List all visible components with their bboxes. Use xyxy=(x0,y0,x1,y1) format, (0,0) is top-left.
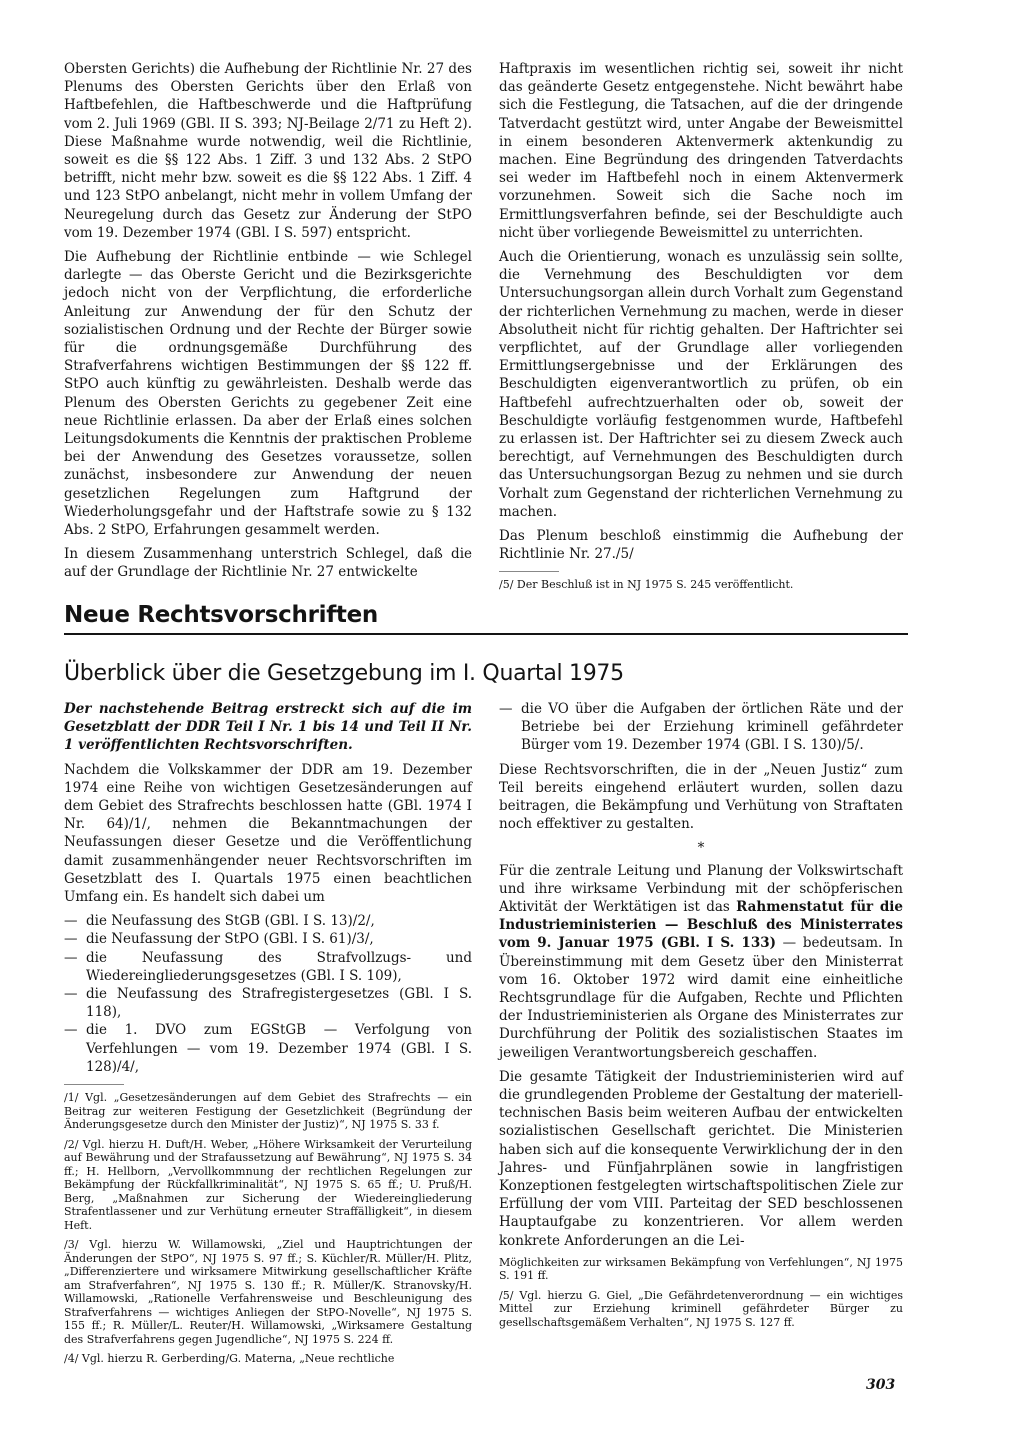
paragraph: Obersten Gerichts) die Aufhebung der Richtlinie Nr. 27 des Plenums des Obersten Gerichts über den Erlaß von Haftbefehlen, die Haftbeschwerde und die Haftprüfung vom 2. Juli 1969 (GBl. II S. 393; NJ-Beilage 2/71 zu Heft 2). Diese Maßnahme wurde notwendig, weil die Richtlinie, soweit es die §§ 122 Abs. 1 Ziff. 3 und 132 Abs. 2 StPO betrifft, nicht mehr bzw. soweit es die §§ 122 Abs. 1 Ziff. 4 und 123 StPO anbelangt, nicht mehr in vollem Umfang der Neuregelung durch das Gesetz zur Änderung der StPO vom 19. Dezember 1974 (GBl. I S. 597) entspricht. xyxy=(64,61,472,241)
text-run: — bedeutsam. In Übereinstimmung mit dem Gesetz über den Ministerrat vom 16. Oktober 1972 wird damit eine einheitliche Rechtsgrundlage für die Aufgaben, Rechte und Pflichten der Industrieministerien als Organe des Ministerrates zur Durchführung der Politik des sozialistischen Staates im jeweiligen Verantwortungsbereich geschaffen. xyxy=(499,935,903,1061)
list-item: — die Neufassung des Strafregistergesetzes (GBl. I S. 118), xyxy=(64,985,472,1021)
list-item: — die Neufassung des Strafvollzugs- und Wiedereingliederungsgesetzes (GBl. I S. 109), xyxy=(64,949,472,985)
paragraph xyxy=(499,862,903,1062)
footnote: /2/ Vgl. hierzu H. Duft/H. Weber, „Höhere Wirksamkeit der Verurteilung auf Bewährung und der Strafaussetzung auf Bewährung“, NJ 1975 S. 34 ff.; H. Hellborn, „Vervollkommnung der rechtlichen Regelungen zur Bekämpfung der Rückfallkriminalität“, NJ 1975 S. 65 ff.; U. Pruß/H. Berg, „Maßnahmen zur Sicherung der Wiedereingliederung Strafentlassener und zur Verhütung erneuter Straffälligkeit“, in diesem Heft. xyxy=(64,1137,472,1232)
footnote: /3/ Vgl. hierzu W. Willamowski, „Ziel und Hauptrichtungen der Änderungen der StPO“, NJ 1975 S. 97 ff.; S. Küchler/R. Müller/H. Plitz, „Differenziertere und wirksamere Mitwirkung gesellschaftlicher Kräfte am Strafverfahren“, NJ 1975 S. 130 ff.; R. Müller/K. Stranovsky/H. Willamowski, „Rationelle Verfahrensweise und Beschleunigung des Strafverfahrens — wichtiges Anliegen der StPO-Novelle“, NJ 1975 S. 155 ff.; R. Müller/L. Reuter/H. Willamowski, „Wirksamere Gestaltung des Strafverfahrens gegen Jugendliche“, NJ 1975 S. 224 ff. xyxy=(64,1238,472,1346)
list-item: — die Neufassung des StGB (GBl. I S. 13)/2/, xyxy=(64,912,472,930)
top-left-column xyxy=(64,60,472,588)
footnote: /4/ Vgl. hierzu R. Gerberding/G. Materna, „Neue rechtliche xyxy=(64,1352,395,1366)
article-title: Überblick über die Gesetzgebung im I. Quartal 1975 xyxy=(64,661,624,686)
footnote: /1/ Vgl. „Gesetzesänderungen auf dem Gebiet des Strafrechts — ein Beitrag zur weiteren Festigung der Gesetzlichkeit (Begründung der Änderungsgesetze durch den Minister der Justiz)“, NJ 1975 S. 33 f. xyxy=(64,1091,472,1132)
footnote: /5/ Der Beschluß ist in NJ 1975 S. 245 veröffentlicht. xyxy=(499,578,794,592)
paragraph: Haftpraxis im wesentlichen richtig sei, soweit ihr nicht das geänderte Gesetz entgegenstehe. Nicht bewährt habe sich die Festlegung, die Tatsachen, auf die der dringende Tatverdacht gestützt wird, unter Angabe der Beweismittel in einem besonderen Aktenvermerk aktenkundig zu machen. Eine Begründung des dringenden Tatverdachts sei weder im Haftbefehl noch in einem Aktenvermerk vorzunehmen. Soweit sich die Sache noch im Ermittlungsverfahren befinde, sei der Beschuldigte auch nicht über vorliegende Beweismittel zu unterrichten. xyxy=(499,61,903,241)
list-item: — die Neufassung der StPO (GBl. I S. 61)/3/, xyxy=(64,930,472,948)
paragraph: Auch die Orientierung, wonach es unzulässig sein sollte, die Vernehmung des Beschuldigten vor dem Untersuchungsorgan allein durch Vorhalt zum Gegenstand der richterlichen Vernehmung zu machen, werde in dieser Absolutheit nicht für richtig gehalten. Der Haftrichter sei verpflichtet, auf der Grundlage aller vorliegenden Ermittlungsergebnisse und der Erklärungen des Beschuldigten eigenverantwortlich zu prüfen, ob ein Haftbefehl aufrechtzuerhalten oder ob, soweit der Beschuldigte vorläufig festgenommen wurde, Haftbefehl zu erlassen ist. Der Haftrichter sei zu diesem Zweck auch berechtigt, auf Vernehmungen des Beschuldigten durch das Untersuchungsorgan Bezug zu nehmen und sie durch Vorhalt zum Gegenstand der richterlichen Vernehmung zu machen. xyxy=(499,249,903,520)
paragraph: Nachdem die Volkskammer der DDR am 19. Dezember 1974 eine Reihe von wichtigen Gesetzesänderungen auf dem Gebiet des Strafrechts beschlossen hatte (GBl. 1974 I Nr. 64)/1/, nehmen die Bekanntmachungen der Neufassungen dieser Gesetze und die Veröffentlichung damit zusammenhängender neuer Rechtsvorschriften im Gesetzblatt des I. Quartals 1975 einen beachtlichen Umfang ein. Es handelt sich dabei um xyxy=(64,761,472,906)
text-run: Für die zentrale Leitung und Planung der Volkswirtschaft und ihre wirksame Verbindung mit der schöpferischen Aktivität der Werktätigen ist das xyxy=(499,862,903,916)
page-number: 303 xyxy=(866,1377,896,1393)
list-item: — die VO über die Aufgaben der örtlichen Räte und der Betriebe bei der Erziehung kriminell gefährdeter Bürger vom 19. Dezember 1974 (GBl. I S. 130)/5/. xyxy=(499,700,903,755)
bottom-right-column xyxy=(499,700,903,1335)
bottom-left-column xyxy=(64,700,472,1372)
section-separator: * xyxy=(697,840,705,857)
paragraph: Die Aufhebung der Richtlinie entbinde — wie Schlegel darlegte — das Oberste Gericht und die Bezirksgerichte jedoch nicht von der Verpflichtung, die erforderliche Anleitung zur Anwendung der für den Schutz der sozialistischen Ordnung und der Rechte der Bürger sowie für die ordnungsgemäße Durchführung des Strafverfahrens wichtigen Bestimmungen der §§ 122 ff. StPO auch künftig zu gewährleisten. Deshalb werde das Plenum des Obersten Gerichts zu gegebener Zeit eine neue Richtlinie erlassen. Da aber der Erlaß eines solchen Leitungsdokuments die Kenntnis der praktischen Probleme bei der Anwendung des Gesetzes voraussetze, sollen zunächst, insbesondere zur Anwendung der neuen gesetzlichen Regelungen zum Haftgrund der Wiederholungsgefahr und der Haftstrafe sowie zu § 132 Abs. 2 StPO, Erfahrungen gesammelt werden. xyxy=(64,249,472,539)
paragraph: Diese Rechtsvorschriften, die in der „Neuen Justiz“ zum Teil bereits eingehend erläutert wurden, sollen dazu beitragen, die Bekämpfung und Verhütung von Straftaten noch effektiver zu gestalten. xyxy=(499,761,903,833)
top-right-column xyxy=(499,60,903,598)
footnote: /5/ Vgl. hierzu G. Giel, „Die Gefährdetenverordnung — ein wichtiges Mittel zur Erziehung kriminell gefährdeter Bürger zu gesellschaftsgemäßem Verhalten“, NJ 1975 S. 127 ff. xyxy=(499,1288,903,1329)
paragraph: In diesem Zusammenhang unterstrich Schlegel, daß die auf der Grundlage der Richtlinie Nr. 27 entwickelte xyxy=(64,546,472,581)
law-list xyxy=(64,912,472,1076)
paragraph: Das Plenum beschloß einstimmig die Aufhebung der Richtlinie Nr. 27./5/ xyxy=(499,528,903,563)
section-heading: Neue Rechtsvorschriften xyxy=(64,602,908,635)
intro-paragraph: Der nachstehende Beitrag erstreckt sich auf die im Gesetzblatt der DDR Teil I Nr. 1 bis 14 und Teil II Nr. 1 veröffentlichten Rechtsvorschriften. xyxy=(64,701,472,754)
footnote-divider xyxy=(499,571,559,572)
list-item: — die 1. DVO zum EGStGB — Verfolgung von Verfehlungen — vom 19. Dezember 1974 (GBl. I S. 128)/4/, xyxy=(64,1021,472,1076)
footnote-divider xyxy=(64,1084,124,1085)
law-list xyxy=(499,700,903,755)
footnote: Möglichkeiten zur wirksamen Bekämpfung von Verfehlungen“, NJ 1975 S. 191 ff. xyxy=(499,1255,903,1283)
bold-text-run: Rahmenstatut für die Industrieministerien — Beschluß des Ministerrates vom 9. Januar 1975 (GBl. I S. 133) xyxy=(499,899,903,952)
paragraph: Die gesamte Tätigkeit der Industrieministerien wird auf die grundlegenden Probleme der Gestaltung der materiell-technischen Basis beim weiteren Aufbau der entwickelten sozialistischen Gesellschaft gerichtet. Die Ministerien haben sich auf die konsequente Verwirklichung der in den Jahres- und Fünfjahrplänen sowie in langfristigen Konzeptionen festgelegten wirtschaftspolitischen Ziele zur Erfüllung der vom VIII. Parteitag der SED beschlossenen Hauptaufgabe zu konzentrieren. Vor allem werden konkrete Anforderungen an die Lei- xyxy=(499,1068,903,1249)
